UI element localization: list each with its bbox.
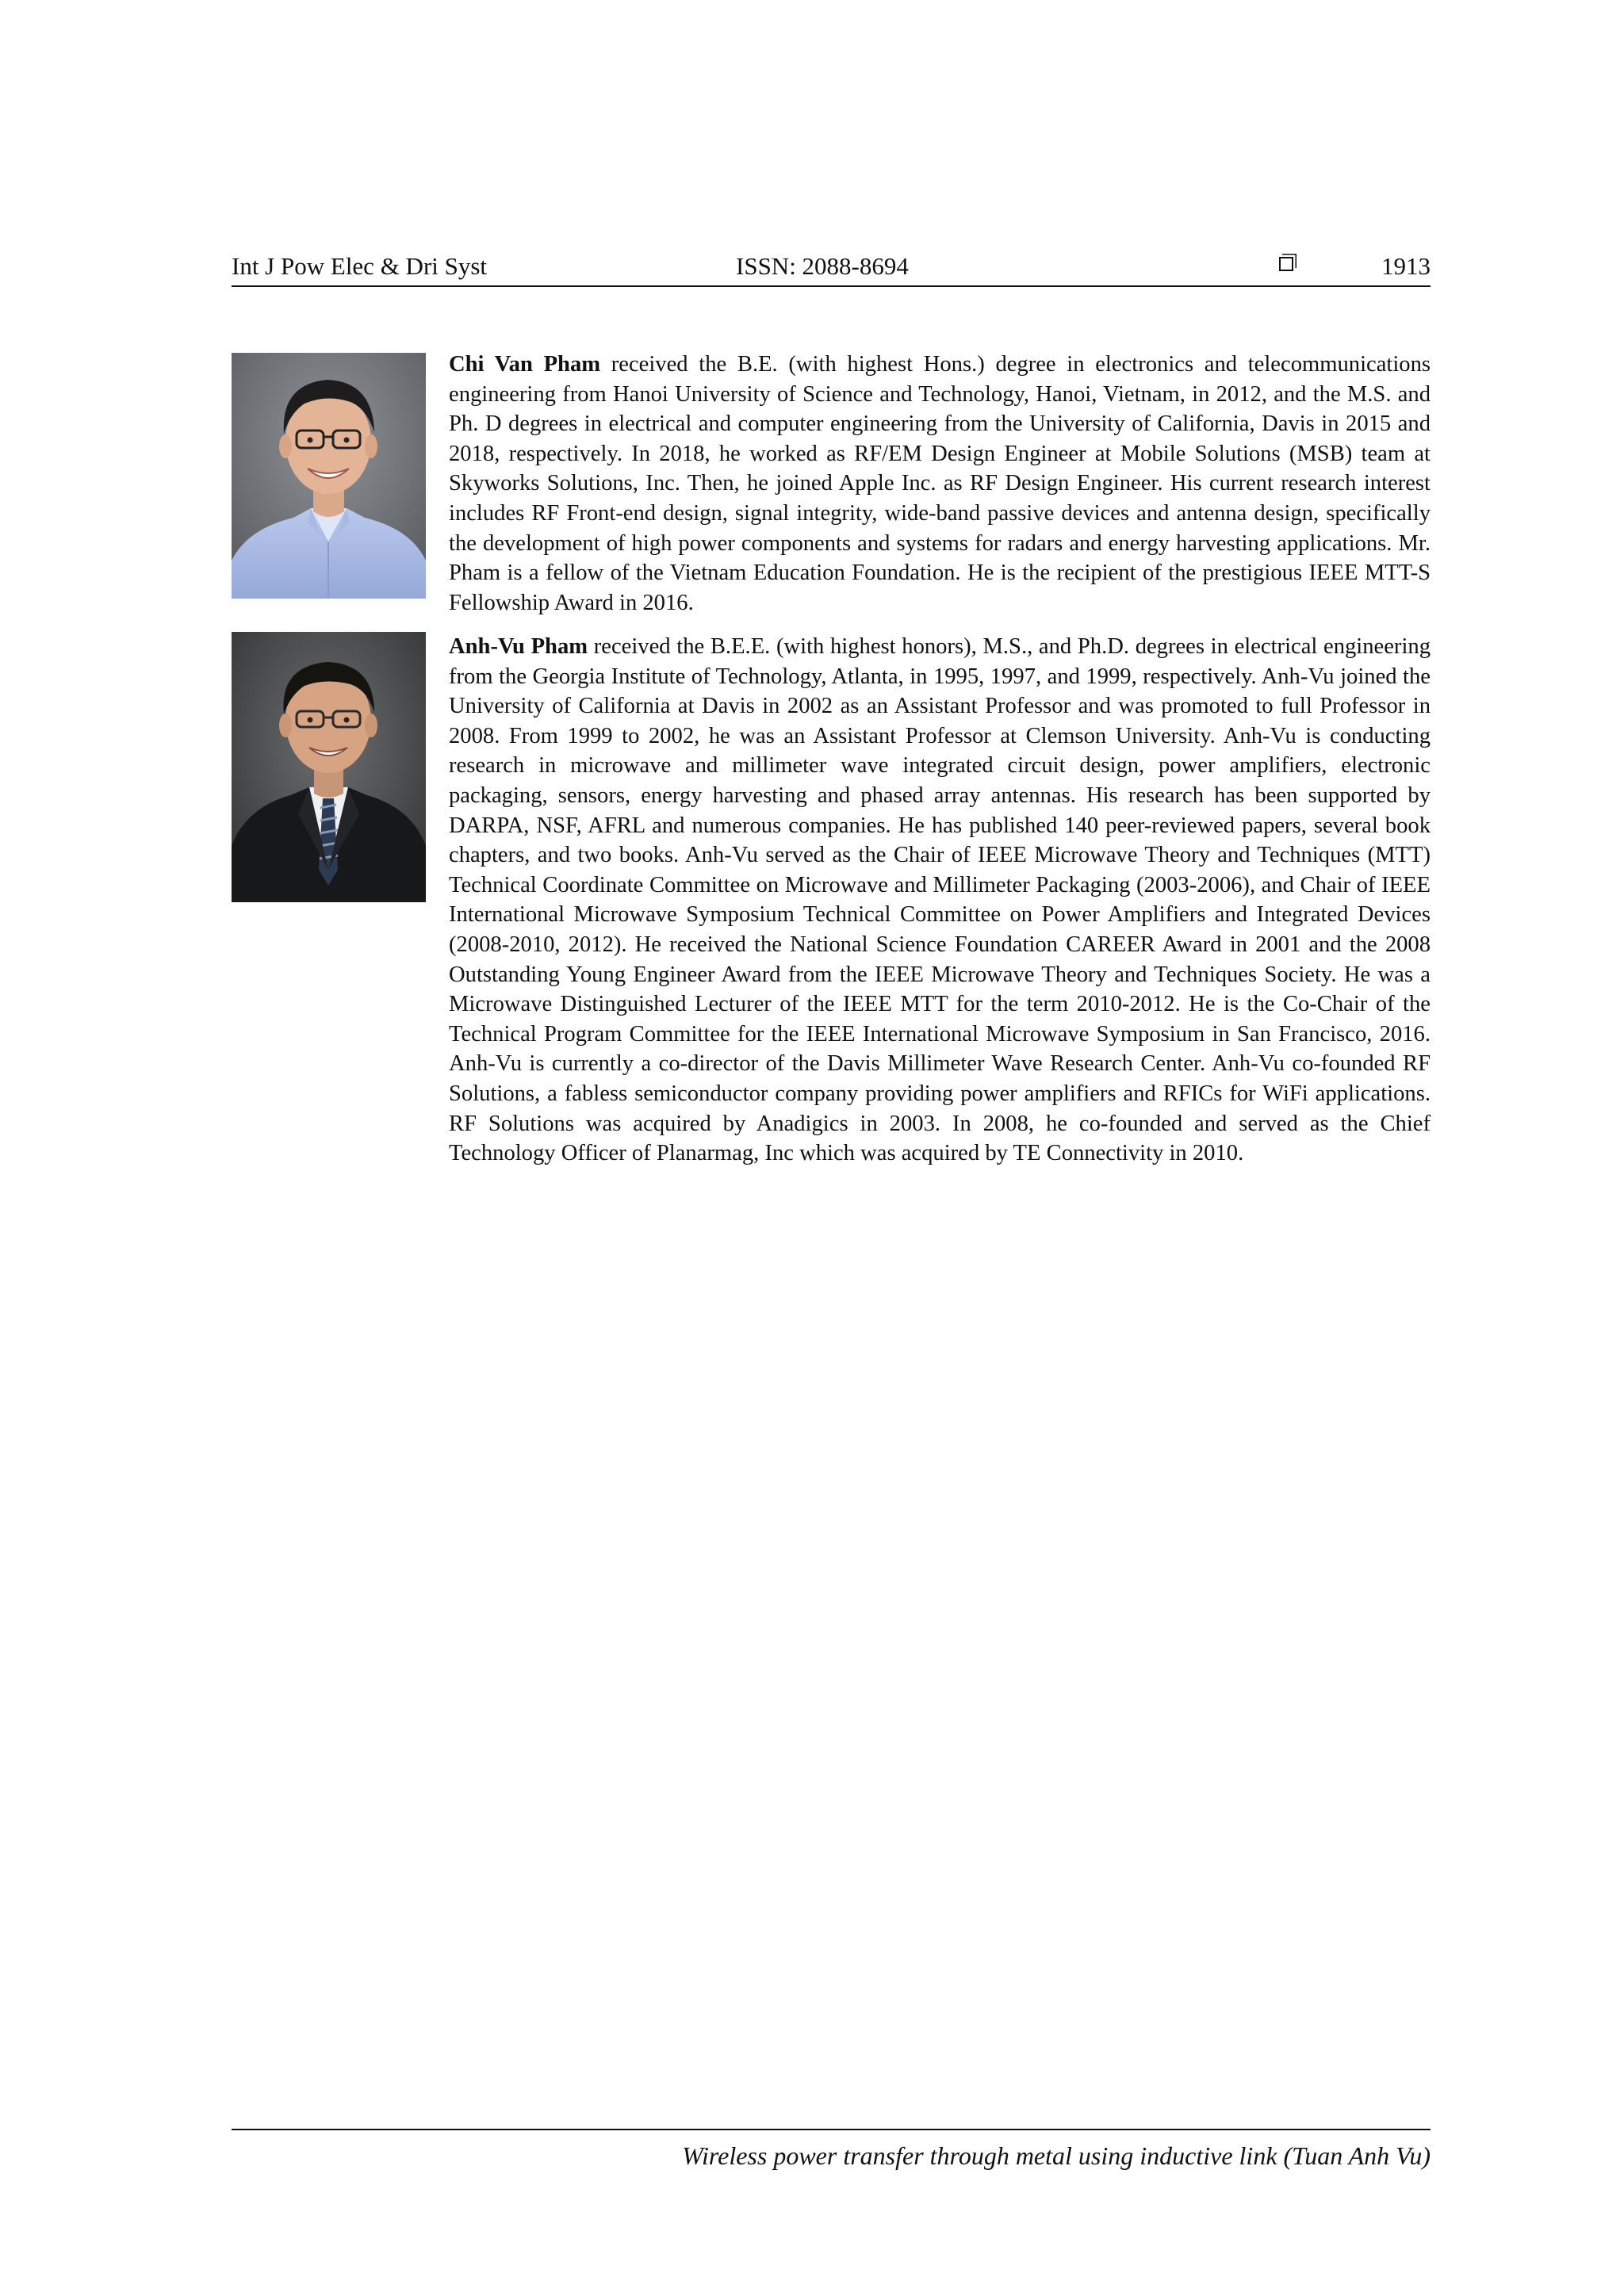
running-title: Wireless power transfer through metal using inductive link (Tuan Anh Vu) — [682, 2141, 1431, 2170]
author-photo — [232, 632, 426, 902]
author-photo-image — [232, 632, 426, 902]
issn: ISSN: 2088-8694 — [736, 252, 909, 280]
bio-body: received the B.E. (with highest Hons.) degree in electronics and telecommunications engineering from Hanoi University of Science and Technology, Hanoi, Vietnam, in 2012, and the M.S. and Ph. D degrees in electrical and computer engineering from the University of California, Davis in 2015 and 2018, respectively. In 2018, he worked as RF/EM Design Engineer at Mobile Solutions (MSB) team at Skyworks Solutions, Inc. Then, he joined Apple Inc. as RF Design Engineer. His current research interest includes RF Front-end design, signal integrity, wide-band passive devices and antenna design, specifically the development of high power components and systems for radars and energy harvesting applications. Mr. Pham is a fellow of the Vietnam Education Foundation. He is the recipient of the prestigious IEEE MTT-S Fellowship Award in 2016. — [449, 352, 1431, 615]
box-icon — [1279, 257, 1293, 271]
page-header — [232, 252, 1431, 287]
author-photo-image — [232, 353, 426, 599]
page-number: 1913 — [1381, 252, 1431, 280]
bio-paragraph — [449, 350, 1431, 618]
author-name: Chi Van Pham — [449, 352, 601, 377]
author-photo — [232, 353, 426, 599]
journal-abbreviation: Int J Pow Elec & Dri Syst — [232, 252, 488, 280]
author-name: Anh-Vu Pham — [449, 634, 588, 659]
bio-body: received the B.E.E. (with highest honors), M.S., and Ph.D. degrees in electrical engineering from the Georgia Institute of Technology, Atlanta, in 1995, 1997, and 1999, respectively. Anh-Vu joined the University of California at Davis in 2002 as an Assistant Professor and was promoted to full Professor in 2008. From 1999 to 2002, he was an Assistant Professor at Clemson University. Anh-Vu is conducting research in microwave and millimeter wave integrated circuit design, power amplifiers, electronic packaging, sensors, energy harvesting and phased array antennas. His research has been supported by DARPA, NSF, AFRL and numerous companies. He has published 140 peer-reviewed papers, several book chapters, and two books. Anh-Vu served as the Chair of IEEE Microwave Theory and Techniques (MTT) Technical Coordinate Committee on Microwave and Millimeter Packaging (2003-2006), and Chair of IEEE International Microwave Symposium Technical Committee on Power Amplifiers and Integrated Devices (2008-2010, 2012). He received the National Science Foundation CAREER Award in 2001 and the 2008 Outstanding Young Engineer Award from the IEEE Microwave Theory and Techniques Society. He was a Microwave Distinguished Lecturer of the IEEE MTT for the term 2010-2012. He is the Co-Chair of the Technical Program Committee for the IEEE International Microwave Symposium in San Francisco, 2016. Anh-Vu is currently a co-director of the Davis Millimeter Wave Research Center. Anh-Vu co-founded RF Solutions, a fabless semiconductor company providing power amplifiers and RFICs for WiFi applications. RF Solutions was acquired by Anadigics in 2003. In 2008, he co-founded and served as the Chief Technology Officer of Planarmag, Inc which was acquired by TE Connectivity in 2010. — [449, 634, 1431, 1166]
page-footer — [232, 2129, 1431, 2170]
bio-paragraph — [449, 632, 1431, 1169]
